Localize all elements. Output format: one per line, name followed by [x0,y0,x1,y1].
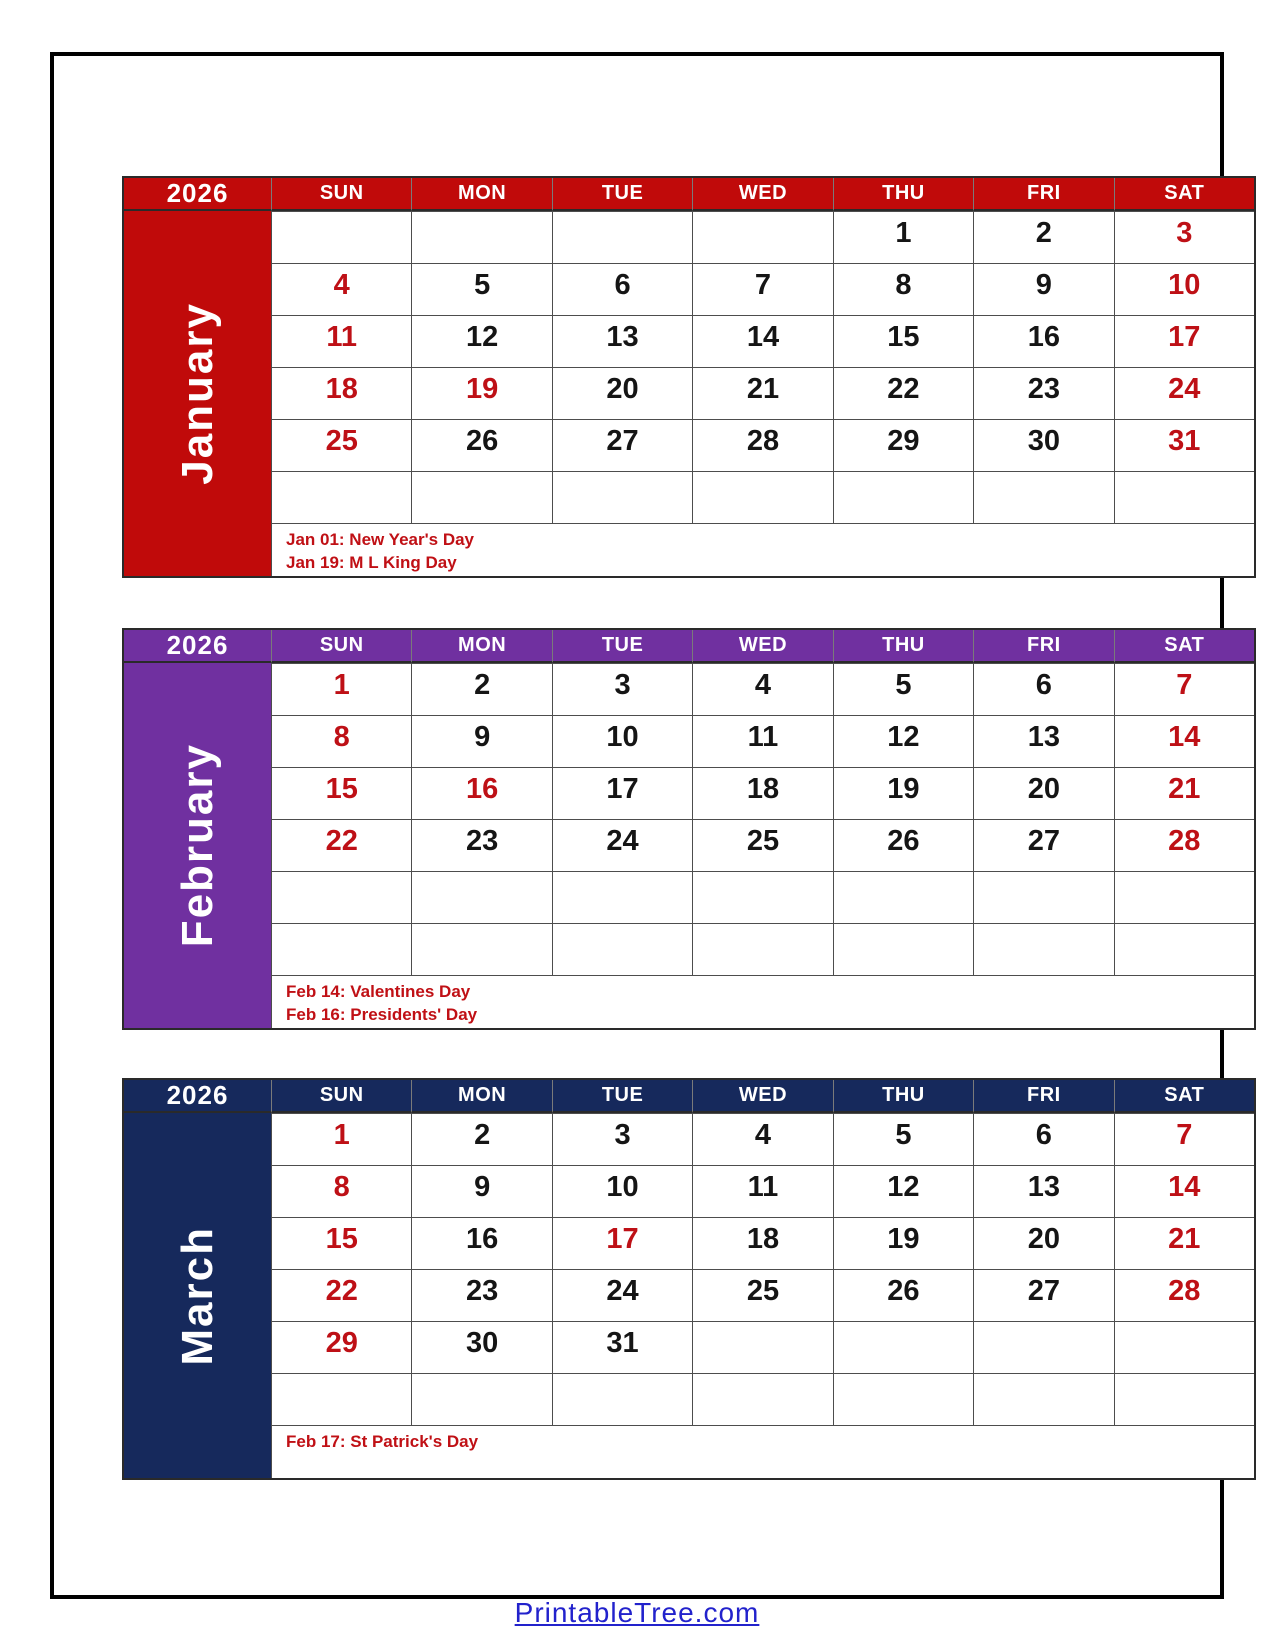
date-cell-february-4: 4 [692,663,832,715]
weekday-header-sun: SUN [271,630,411,663]
holiday-notes [271,523,1254,576]
empty-date-cell [552,871,692,923]
holiday-note: Jan 19: M L King Day [286,552,457,572]
date-cell-february-9: 9 [411,715,551,767]
date-cell-march-21: 21 [1114,1217,1254,1269]
empty-date-cell [411,871,551,923]
empty-date-cell [1114,471,1254,523]
date-cell-january-6: 6 [552,263,692,315]
date-cell-february-7: 7 [1114,663,1254,715]
date-cell-january-21: 21 [692,367,832,419]
date-cell-february-18: 18 [692,767,832,819]
date-cell-january-2: 2 [973,211,1113,263]
month-label-column [124,663,271,1028]
empty-date-cell [411,211,551,263]
date-cell-march-13: 13 [973,1165,1113,1217]
holiday-note: Feb 14: Valentines Day [286,982,471,1001]
month-name-label: February [172,743,222,948]
date-cell-january-15: 15 [833,315,973,367]
date-cell-march-6: 6 [973,1113,1113,1165]
date-cell-january-30: 30 [973,419,1113,471]
empty-date-cell [833,1373,973,1425]
date-cell-march-15: 15 [271,1217,411,1269]
date-cell-january-28: 28 [692,419,832,471]
holiday-notes [271,1425,1254,1478]
date-cell-january-3: 3 [1114,211,1254,263]
date-cell-february-5: 5 [833,663,973,715]
weekday-header-wed: WED [692,1080,832,1113]
empty-date-cell [833,471,973,523]
month-calendar-january [122,176,1256,578]
date-cell-february-26: 26 [833,819,973,871]
date-cell-march-17: 17 [552,1217,692,1269]
empty-date-cell [973,1321,1113,1373]
empty-date-cell [552,211,692,263]
holiday-notes [271,975,1254,1028]
date-cell-january-17: 17 [1114,315,1254,367]
weekday-header-mon: MON [411,630,551,663]
month-name-label: March [172,1225,222,1366]
date-cell-february-15: 15 [271,767,411,819]
date-cell-march-16: 16 [411,1217,551,1269]
date-cell-february-2: 2 [411,663,551,715]
date-cell-january-18: 18 [271,367,411,419]
date-cell-february-28: 28 [1114,819,1254,871]
date-cell-february-20: 20 [973,767,1113,819]
empty-date-cell [833,1321,973,1373]
date-cell-january-20: 20 [552,367,692,419]
date-cell-january-14: 14 [692,315,832,367]
date-cell-february-23: 23 [411,819,551,871]
date-cell-january-26: 26 [411,419,551,471]
date-cell-march-3: 3 [552,1113,692,1165]
weekday-header-fri: FRI [973,178,1113,211]
date-cell-march-30: 30 [411,1321,551,1373]
weekday-header-sun: SUN [271,1080,411,1113]
year-badge: 2026 [124,1080,271,1113]
empty-date-cell [271,923,411,975]
date-cell-february-8: 8 [271,715,411,767]
date-cell-march-23: 23 [411,1269,551,1321]
date-cell-february-10: 10 [552,715,692,767]
date-cell-january-4: 4 [271,263,411,315]
footer [54,1597,1220,1629]
date-cell-march-8: 8 [271,1165,411,1217]
holiday-note: Feb 17: St Patrick's Day [286,1432,479,1451]
date-cell-march-26: 26 [833,1269,973,1321]
empty-date-cell [552,1373,692,1425]
date-cell-february-21: 21 [1114,767,1254,819]
month-calendar-march [122,1078,1256,1480]
date-cell-january-7: 7 [692,263,832,315]
date-cell-march-10: 10 [552,1165,692,1217]
date-cell-january-1: 1 [833,211,973,263]
weekday-header-wed: WED [692,178,832,211]
empty-date-cell [1114,923,1254,975]
empty-date-cell [552,471,692,523]
empty-date-cell [271,471,411,523]
date-cell-february-12: 12 [833,715,973,767]
weekday-header-thu: THU [833,178,973,211]
weekday-header-thu: THU [833,1080,973,1113]
date-cell-march-29: 29 [271,1321,411,1373]
date-cell-february-24: 24 [552,819,692,871]
empty-date-cell [271,871,411,923]
date-cell-march-22: 22 [271,1269,411,1321]
date-cell-march-5: 5 [833,1113,973,1165]
page-border-frame [50,52,1224,1628]
weekday-header-mon: MON [411,178,551,211]
holiday-note: Jan 01: New Year's Day [286,530,475,549]
empty-date-cell [271,211,411,263]
month-label-column [124,1113,271,1478]
date-cell-february-22: 22 [271,819,411,871]
date-cell-march-25: 25 [692,1269,832,1321]
month-label-column [124,211,271,576]
empty-date-cell [552,923,692,975]
date-cell-february-17: 17 [552,767,692,819]
date-cell-march-19: 19 [833,1217,973,1269]
month-calendar-february [122,628,1256,1030]
weekday-header-tue: TUE [552,178,692,211]
date-cell-january-11: 11 [271,315,411,367]
date-cell-january-12: 12 [411,315,551,367]
year-badge: 2026 [124,630,271,663]
empty-date-cell [833,923,973,975]
date-cell-march-31: 31 [552,1321,692,1373]
date-cell-march-1: 1 [271,1113,411,1165]
footer-link[interactable]: PrintableTree.com [514,1597,760,1628]
date-cell-january-25: 25 [271,419,411,471]
empty-date-cell [1114,1373,1254,1425]
weekday-header-sun: SUN [271,178,411,211]
weekday-header-sat: SAT [1114,178,1254,211]
empty-date-cell [692,471,832,523]
date-cell-february-25: 25 [692,819,832,871]
empty-date-cell [411,923,551,975]
holiday-note: Feb 16: Presidents' Day [286,1004,478,1024]
date-cell-march-2: 2 [411,1113,551,1165]
date-cell-february-16: 16 [411,767,551,819]
date-cell-january-5: 5 [411,263,551,315]
date-cell-january-23: 23 [973,367,1113,419]
date-cell-march-24: 24 [552,1269,692,1321]
empty-date-cell [692,1321,832,1373]
empty-date-cell [973,1373,1113,1425]
empty-date-cell [973,471,1113,523]
empty-date-cell [833,871,973,923]
empty-date-cell [1114,1321,1254,1373]
date-cell-january-13: 13 [552,315,692,367]
date-cell-january-10: 10 [1114,263,1254,315]
empty-date-cell [271,1373,411,1425]
date-cell-march-14: 14 [1114,1165,1254,1217]
date-cell-january-22: 22 [833,367,973,419]
empty-date-cell [411,471,551,523]
date-cell-march-9: 9 [411,1165,551,1217]
date-cell-march-18: 18 [692,1217,832,1269]
weekday-header-sat: SAT [1114,1080,1254,1113]
weekday-header-sat: SAT [1114,630,1254,663]
year-badge: 2026 [124,178,271,211]
empty-date-cell [411,1373,551,1425]
weekday-header-thu: THU [833,630,973,663]
date-cell-march-4: 4 [692,1113,832,1165]
date-cell-february-19: 19 [833,767,973,819]
empty-date-cell [692,1373,832,1425]
date-cell-february-3: 3 [552,663,692,715]
empty-date-cell [692,871,832,923]
empty-date-cell [692,923,832,975]
weekday-header-tue: TUE [552,1080,692,1113]
weekday-header-mon: MON [411,1080,551,1113]
empty-date-cell [973,871,1113,923]
date-cell-march-27: 27 [973,1269,1113,1321]
date-cell-february-14: 14 [1114,715,1254,767]
date-cell-january-16: 16 [973,315,1113,367]
date-cell-january-9: 9 [973,263,1113,315]
date-cell-january-31: 31 [1114,419,1254,471]
date-cell-march-11: 11 [692,1165,832,1217]
date-cell-february-13: 13 [973,715,1113,767]
date-cell-march-28: 28 [1114,1269,1254,1321]
empty-date-cell [692,211,832,263]
date-cell-march-12: 12 [833,1165,973,1217]
empty-date-cell [973,923,1113,975]
weekday-header-wed: WED [692,630,832,663]
date-cell-january-29: 29 [833,419,973,471]
weekday-header-fri: FRI [973,630,1113,663]
weekday-header-fri: FRI [973,1080,1113,1113]
empty-date-cell [1114,871,1254,923]
date-cell-february-11: 11 [692,715,832,767]
date-cell-february-1: 1 [271,663,411,715]
date-cell-march-20: 20 [973,1217,1113,1269]
date-cell-january-24: 24 [1114,367,1254,419]
date-cell-february-27: 27 [973,819,1113,871]
date-cell-january-8: 8 [833,263,973,315]
date-cell-february-6: 6 [973,663,1113,715]
month-name-label: January [172,302,222,485]
date-cell-january-27: 27 [552,419,692,471]
weekday-header-tue: TUE [552,630,692,663]
date-cell-january-19: 19 [411,367,551,419]
date-cell-march-7: 7 [1114,1113,1254,1165]
